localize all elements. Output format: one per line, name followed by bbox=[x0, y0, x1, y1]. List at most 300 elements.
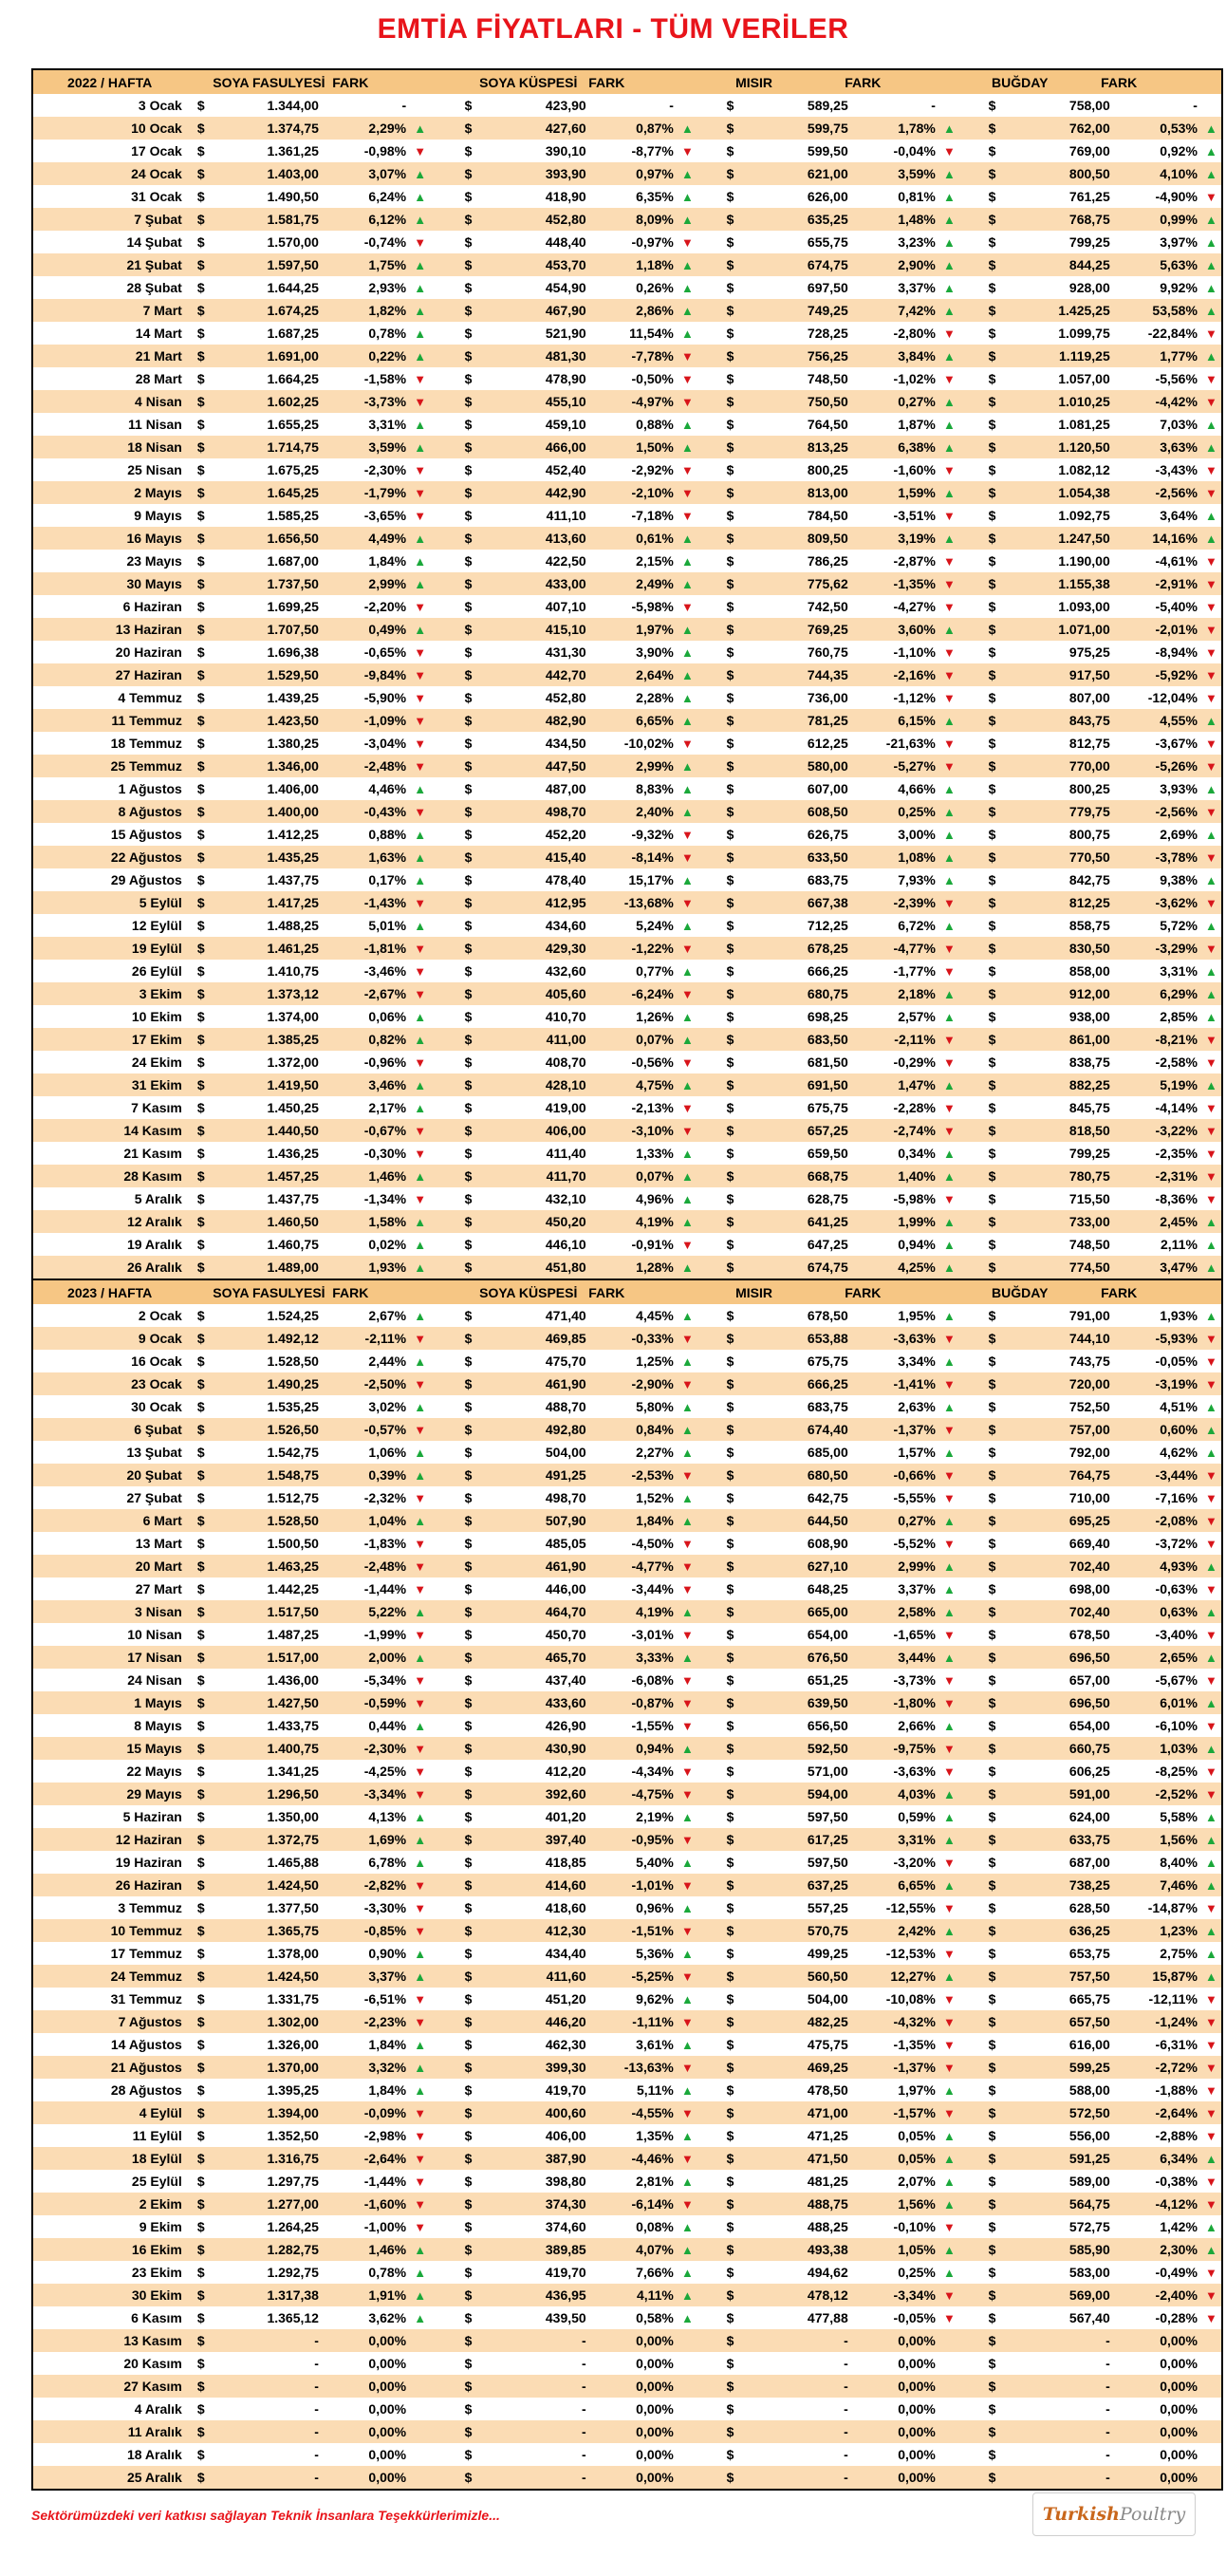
price-cell: 674,75 bbox=[807, 257, 848, 272]
currency-symbol: $ bbox=[464, 576, 473, 591]
currency-symbol: $ bbox=[464, 1650, 473, 1665]
price-cell: - bbox=[314, 2379, 319, 2394]
triangle-down-icon: ▼ bbox=[942, 1627, 956, 1642]
currency-symbol: $ bbox=[196, 2379, 205, 2394]
week-cell: 13 Mart bbox=[135, 1536, 182, 1551]
week-cell: 10 Nisan bbox=[127, 1627, 182, 1642]
currency-symbol: $ bbox=[196, 1123, 205, 1138]
currency-symbol: $ bbox=[988, 2447, 996, 2462]
change-cell: 3,37% bbox=[898, 1581, 936, 1596]
table-row bbox=[33, 2124, 1221, 2147]
price-cell: 446,00 bbox=[545, 1581, 586, 1596]
triangle-down-icon: ▼ bbox=[680, 1786, 694, 1801]
price-cell: 399,30 bbox=[545, 2060, 586, 2075]
table-row bbox=[33, 937, 1221, 960]
triangle-up-icon: ▲ bbox=[414, 1032, 427, 1047]
change-cell: 2,99% bbox=[368, 576, 407, 591]
triangle-up-icon: ▲ bbox=[414, 1445, 427, 1460]
currency-symbol: $ bbox=[726, 462, 734, 477]
change-cell: 0,27% bbox=[898, 394, 936, 409]
change-cell: 0,00% bbox=[636, 2379, 674, 2394]
change-cell: -1,09% bbox=[363, 713, 407, 728]
price-cell: 697,50 bbox=[807, 280, 848, 295]
change-cell: 2,64% bbox=[636, 667, 674, 682]
change-cell: 5,11% bbox=[636, 2082, 674, 2098]
change-cell: 3,47% bbox=[1160, 1260, 1198, 1275]
price-cell: 616,00 bbox=[1068, 2037, 1110, 2052]
triangle-up-icon: ▲ bbox=[942, 1260, 956, 1275]
triangle-down-icon: ▼ bbox=[942, 1991, 956, 2007]
price-cell: 775,62 bbox=[807, 576, 848, 591]
price-cell: 800,50 bbox=[1068, 166, 1110, 181]
change-cell: 2,19% bbox=[636, 1809, 674, 1824]
change-cell: 1,42% bbox=[1160, 2219, 1198, 2234]
change-cell: -5,98% bbox=[631, 599, 674, 614]
price-cell: 626,00 bbox=[807, 189, 848, 204]
price-cell: 442,70 bbox=[545, 667, 586, 682]
price-cell: 556,00 bbox=[1068, 2128, 1110, 2143]
currency-symbol: $ bbox=[464, 1445, 473, 1460]
price-cell: 627,10 bbox=[807, 1559, 848, 1574]
triangle-down-icon: ▼ bbox=[1204, 667, 1217, 682]
currency-symbol: $ bbox=[726, 758, 734, 774]
triangle-down-icon: ▼ bbox=[942, 2310, 956, 2325]
change-cell: -12,53% bbox=[885, 1946, 936, 1961]
change-cell: 0,27% bbox=[898, 1513, 936, 1528]
change-cell: 4,49% bbox=[368, 531, 407, 546]
change-cell: 1,56% bbox=[1160, 1832, 1198, 1847]
triangle-down-icon: ▼ bbox=[1204, 1055, 1217, 1070]
week-cell: 7 Ağustos bbox=[118, 2014, 182, 2029]
price-cell: 1.424,50 bbox=[267, 1877, 319, 1893]
triangle-down-icon: ▼ bbox=[680, 2014, 694, 2029]
change-cell: 5,72% bbox=[1160, 918, 1198, 933]
change-cell: 4,19% bbox=[636, 1214, 674, 1229]
price-cell: 606,25 bbox=[1068, 1764, 1110, 1779]
change-cell: -3,20% bbox=[893, 1855, 936, 1870]
table-row bbox=[33, 390, 1221, 413]
triangle-up-icon: ▲ bbox=[942, 1009, 956, 1024]
currency-symbol: $ bbox=[196, 1695, 205, 1710]
price-cell: 1.460,75 bbox=[267, 1237, 319, 1252]
price-cell: 813,25 bbox=[807, 439, 848, 455]
triangle-up-icon: ▲ bbox=[414, 827, 427, 842]
price-cell: 454,90 bbox=[545, 280, 586, 295]
triangle-down-icon: ▼ bbox=[1204, 2037, 1217, 2052]
week-cell: 9 Ocak bbox=[138, 1331, 182, 1346]
change-cell: -2,28% bbox=[893, 1100, 936, 1115]
price-cell: 635,25 bbox=[807, 212, 848, 227]
currency-symbol: $ bbox=[988, 303, 996, 318]
change-cell: -4,90% bbox=[1155, 189, 1198, 204]
change-cell: -4,46% bbox=[631, 2151, 674, 2166]
currency-symbol: $ bbox=[726, 1969, 734, 1984]
triangle-down-icon: ▼ bbox=[414, 895, 427, 910]
currency-symbol: $ bbox=[988, 1877, 996, 1893]
price-cell: 698,25 bbox=[807, 1009, 848, 1024]
price-cell: - bbox=[582, 2379, 586, 2394]
triangle-up-icon: ▲ bbox=[942, 1969, 956, 1984]
change-cell: 6,38% bbox=[898, 439, 936, 455]
price-cell: 392,60 bbox=[545, 1786, 586, 1801]
year-section bbox=[33, 1280, 1221, 2489]
header-soy-bean: SOYA FASULYESİ bbox=[213, 1284, 325, 1300]
price-cell: 393,90 bbox=[545, 166, 586, 181]
change-cell: -10,08% bbox=[885, 1991, 936, 2007]
triangle-up-icon: ▲ bbox=[680, 781, 694, 796]
change-cell: 1,46% bbox=[368, 2242, 407, 2257]
price-cell: 1.687,00 bbox=[267, 553, 319, 569]
page-title: EMTİA FİYATLARI - TÜM VERİLER bbox=[377, 13, 849, 45]
table-row bbox=[33, 1555, 1221, 1577]
change-cell: 0,49% bbox=[368, 622, 407, 637]
currency-symbol: $ bbox=[726, 1146, 734, 1161]
currency-symbol: $ bbox=[464, 189, 473, 204]
header-wheat: BUĞDAY bbox=[992, 74, 1049, 90]
price-cell: 1.436,00 bbox=[267, 1672, 319, 1688]
price-cell: 1.054,38 bbox=[1058, 485, 1110, 500]
triangle-up-icon: ▲ bbox=[1204, 827, 1217, 842]
change-cell: 1,25% bbox=[636, 1353, 674, 1369]
triangle-up-icon: ▲ bbox=[942, 439, 956, 455]
currency-symbol: $ bbox=[464, 1399, 473, 1414]
change-cell: 0,00% bbox=[636, 2333, 674, 2348]
triangle-up-icon: ▲ bbox=[680, 2287, 694, 2303]
currency-symbol: $ bbox=[464, 417, 473, 432]
triangle-down-icon: ▼ bbox=[1204, 644, 1217, 660]
change-cell: 2,45% bbox=[1160, 1214, 1198, 1229]
change-cell: 1,23% bbox=[1160, 1923, 1198, 1938]
price-cell: 448,40 bbox=[545, 234, 586, 250]
price-cell: 1.424,50 bbox=[267, 1969, 319, 1984]
price-cell: 414,60 bbox=[545, 1877, 586, 1893]
triangle-up-icon: ▲ bbox=[680, 1650, 694, 1665]
triangle-down-icon: ▼ bbox=[680, 371, 694, 386]
currency-symbol: $ bbox=[988, 1969, 996, 1984]
change-cell: -0,50% bbox=[631, 371, 674, 386]
currency-symbol: $ bbox=[464, 303, 473, 318]
currency-symbol: $ bbox=[196, 1331, 205, 1346]
triangle-down-icon: ▼ bbox=[680, 1695, 694, 1710]
change-cell: 4,10% bbox=[1160, 166, 1198, 181]
week-cell: 16 Ekim bbox=[131, 2242, 182, 2257]
price-cell: 842,75 bbox=[1068, 872, 1110, 887]
change-cell: 3,23% bbox=[898, 234, 936, 250]
price-cell: - bbox=[844, 2424, 848, 2439]
price-cell: 1.655,25 bbox=[267, 417, 319, 432]
price-cell: 678,50 bbox=[807, 1308, 848, 1323]
change-cell: 0,00% bbox=[1160, 2356, 1198, 2371]
triangle-up-icon: ▲ bbox=[414, 280, 427, 295]
change-cell: 4,45% bbox=[636, 1308, 674, 1323]
currency-symbol: $ bbox=[988, 1146, 996, 1161]
currency-symbol: $ bbox=[196, 1969, 205, 1984]
price-cell: 1.645,25 bbox=[267, 485, 319, 500]
triangle-down-icon: ▼ bbox=[942, 963, 956, 979]
change-cell: -0,28% bbox=[1155, 2310, 1198, 2325]
price-cell: 784,50 bbox=[807, 508, 848, 523]
change-cell: 2,90% bbox=[898, 257, 936, 272]
triangle-up-icon: ▲ bbox=[680, 2310, 694, 2325]
currency-symbol: $ bbox=[726, 531, 734, 546]
week-cell: 6 Haziran bbox=[122, 599, 182, 614]
price-cell: 469,85 bbox=[545, 1331, 586, 1346]
change-cell: -1,02% bbox=[893, 371, 936, 386]
price-cell: 478,40 bbox=[545, 872, 586, 887]
price-cell: 1.699,25 bbox=[267, 599, 319, 614]
triangle-up-icon: ▲ bbox=[942, 849, 956, 865]
price-cell: 1.317,38 bbox=[267, 2287, 319, 2303]
change-cell: 1,05% bbox=[898, 2242, 936, 2257]
change-cell: 0,00% bbox=[898, 2379, 936, 2394]
header-change: FARK bbox=[845, 1284, 882, 1300]
currency-symbol: $ bbox=[464, 1055, 473, 1070]
currency-symbol: $ bbox=[196, 2470, 205, 2485]
price-cell: 428,10 bbox=[545, 1077, 586, 1092]
price-cell: 1.092,75 bbox=[1058, 508, 1110, 523]
change-cell: -7,18% bbox=[631, 508, 674, 523]
change-cell: -3,04% bbox=[363, 736, 407, 751]
price-cell: 452,80 bbox=[545, 690, 586, 705]
price-cell: 744,10 bbox=[1068, 1331, 1110, 1346]
price-cell: 585,90 bbox=[1068, 2242, 1110, 2257]
currency-symbol: $ bbox=[988, 394, 996, 409]
price-cell: - bbox=[844, 2470, 848, 2485]
price-cell: 1.093,00 bbox=[1058, 599, 1110, 614]
change-cell: -3,62% bbox=[1155, 895, 1198, 910]
price-cell: - bbox=[314, 2356, 319, 2371]
price-cell: 499,25 bbox=[807, 1946, 848, 1961]
week-cell: 4 Temmuz bbox=[118, 690, 182, 705]
price-cell: 461,90 bbox=[545, 1559, 586, 1574]
change-cell: 1,03% bbox=[1160, 1741, 1198, 1756]
price-cell: 401,20 bbox=[545, 1809, 586, 1824]
triangle-down-icon: ▼ bbox=[414, 1422, 427, 1437]
currency-symbol: $ bbox=[988, 1123, 996, 1138]
triangle-down-icon: ▼ bbox=[1204, 2014, 1217, 2029]
table-row bbox=[33, 481, 1221, 504]
currency-symbol: $ bbox=[726, 2174, 734, 2189]
price-cell: 812,25 bbox=[1068, 895, 1110, 910]
table-row bbox=[33, 117, 1221, 140]
change-cell: 6,35% bbox=[636, 189, 674, 204]
price-cell: 488,25 bbox=[807, 2219, 848, 2234]
price-cell: 774,50 bbox=[1068, 1260, 1110, 1275]
price-cell: 387,90 bbox=[545, 2151, 586, 2166]
price-cell: 462,30 bbox=[545, 2037, 586, 2052]
price-cell: 637,25 bbox=[807, 1877, 848, 1893]
triangle-up-icon: ▲ bbox=[1204, 1855, 1217, 1870]
currency-symbol: $ bbox=[464, 2219, 473, 2234]
price-cell: 1.423,50 bbox=[267, 713, 319, 728]
price-cell: 1.461,25 bbox=[267, 941, 319, 956]
price-cell: 415,40 bbox=[545, 849, 586, 865]
price-cell: 656,50 bbox=[807, 1718, 848, 1733]
price-cell: 423,90 bbox=[545, 98, 586, 113]
change-cell: 0,07% bbox=[636, 1032, 674, 1047]
triangle-up-icon: ▲ bbox=[942, 1399, 956, 1414]
change-cell: 4,19% bbox=[636, 1604, 674, 1619]
price-cell: 975,25 bbox=[1068, 644, 1110, 660]
currency-symbol: $ bbox=[464, 1467, 473, 1483]
currency-symbol: $ bbox=[464, 1536, 473, 1551]
price-cell: 792,00 bbox=[1068, 1445, 1110, 1460]
change-cell: 0,00% bbox=[1160, 2424, 1198, 2439]
currency-symbol: $ bbox=[464, 2128, 473, 2143]
change-cell: 4,11% bbox=[636, 2287, 674, 2303]
price-cell: 768,75 bbox=[1068, 212, 1110, 227]
triangle-down-icon: ▼ bbox=[942, 2219, 956, 2234]
triangle-down-icon: ▼ bbox=[1204, 690, 1217, 705]
price-cell: 882,25 bbox=[1068, 1077, 1110, 1092]
change-cell: 3,60% bbox=[898, 622, 936, 637]
price-cell: 668,75 bbox=[807, 1168, 848, 1184]
change-cell: 1,97% bbox=[636, 622, 674, 637]
currency-symbol: $ bbox=[988, 417, 996, 432]
triangle-down-icon: ▼ bbox=[942, 690, 956, 705]
change-cell: 2,85% bbox=[1160, 1009, 1198, 1024]
currency-symbol: $ bbox=[726, 1695, 734, 1710]
currency-symbol: $ bbox=[196, 2060, 205, 2075]
table-row bbox=[33, 1874, 1221, 1896]
triangle-down-icon: ▼ bbox=[942, 1467, 956, 1483]
currency-symbol: $ bbox=[464, 804, 473, 819]
currency-symbol: $ bbox=[196, 690, 205, 705]
currency-symbol: $ bbox=[464, 1627, 473, 1642]
triangle-up-icon: ▲ bbox=[414, 2082, 427, 2098]
triangle-up-icon: ▲ bbox=[942, 2265, 956, 2280]
currency-symbol: $ bbox=[196, 1146, 205, 1161]
header-corn: MISIR bbox=[735, 74, 772, 90]
week-cell: 30 Ekim bbox=[131, 2287, 182, 2303]
price-cell: 591,00 bbox=[1068, 1786, 1110, 1801]
change-cell: 5,22% bbox=[368, 1604, 407, 1619]
currency-symbol: $ bbox=[464, 895, 473, 910]
change-cell: 3,62% bbox=[368, 2310, 407, 2325]
currency-symbol: $ bbox=[196, 2242, 205, 2257]
change-cell: -1,44% bbox=[363, 2174, 407, 2189]
price-cell: 1.570,00 bbox=[267, 234, 319, 250]
table-row bbox=[33, 2261, 1221, 2284]
currency-symbol: $ bbox=[988, 2310, 996, 2325]
triangle-up-icon: ▲ bbox=[680, 1900, 694, 1915]
table-row bbox=[33, 276, 1221, 299]
triangle-down-icon: ▼ bbox=[1204, 2105, 1217, 2120]
price-cell: 374,30 bbox=[545, 2196, 586, 2212]
price-cell: 1.082,12 bbox=[1058, 462, 1110, 477]
price-cell: 675,75 bbox=[807, 1100, 848, 1115]
price-cell: 644,50 bbox=[807, 1513, 848, 1528]
change-cell: 2,00% bbox=[368, 1650, 407, 1665]
change-cell: -5,98% bbox=[893, 1191, 936, 1206]
triangle-down-icon: ▼ bbox=[414, 2151, 427, 2166]
currency-symbol: $ bbox=[726, 553, 734, 569]
triangle-up-icon: ▲ bbox=[1204, 1741, 1217, 1756]
currency-symbol: $ bbox=[464, 2242, 473, 2257]
triangle-down-icon: ▼ bbox=[414, 1331, 427, 1346]
week-cell: 21 Şubat bbox=[126, 257, 182, 272]
change-cell: 0,63% bbox=[1160, 1604, 1198, 1619]
change-cell: 1,69% bbox=[368, 1832, 407, 1847]
change-cell: 0,94% bbox=[636, 1741, 674, 1756]
currency-symbol: $ bbox=[196, 1741, 205, 1756]
price-cell: 589,25 bbox=[807, 98, 848, 113]
change-cell: 3,61% bbox=[636, 2037, 674, 2052]
currency-symbol: $ bbox=[726, 1672, 734, 1688]
currency-symbol: $ bbox=[464, 508, 473, 523]
currency-symbol: $ bbox=[988, 439, 996, 455]
change-cell: 6,65% bbox=[898, 1877, 936, 1893]
change-cell: -12,55% bbox=[885, 1900, 936, 1915]
price-cell: 450,70 bbox=[545, 1627, 586, 1642]
triangle-down-icon: ▼ bbox=[680, 1123, 694, 1138]
table-row bbox=[33, 2238, 1221, 2261]
price-cell: 733,00 bbox=[1068, 1214, 1110, 1229]
triangle-up-icon: ▲ bbox=[1204, 2151, 1217, 2166]
price-cell: 418,60 bbox=[545, 1900, 586, 1915]
change-cell: -2,64% bbox=[1155, 2105, 1198, 2120]
currency-symbol: $ bbox=[464, 143, 473, 159]
triangle-up-icon: ▲ bbox=[1204, 1832, 1217, 1847]
triangle-down-icon: ▼ bbox=[942, 371, 956, 386]
currency-symbol: $ bbox=[726, 986, 734, 1001]
price-cell: 612,25 bbox=[807, 736, 848, 751]
triangle-down-icon: ▼ bbox=[414, 1923, 427, 1938]
triangle-down-icon: ▼ bbox=[1204, 1513, 1217, 1528]
change-cell: -3,34% bbox=[363, 1786, 407, 1801]
price-cell: 571,00 bbox=[807, 1764, 848, 1779]
price-cell: 1.488,25 bbox=[267, 918, 319, 933]
price-cell: 653,88 bbox=[807, 1331, 848, 1346]
change-cell: -6,31% bbox=[1155, 2037, 1198, 2052]
currency-symbol: $ bbox=[726, 2082, 734, 2098]
price-cell: 685,00 bbox=[807, 1445, 848, 1460]
change-cell: -1,12% bbox=[893, 690, 936, 705]
triangle-down-icon: ▼ bbox=[942, 736, 956, 751]
change-cell: 3,33% bbox=[636, 1650, 674, 1665]
price-cell: 1.487,25 bbox=[267, 1627, 319, 1642]
change-cell: 7,66% bbox=[636, 2265, 674, 2280]
currency-symbol: $ bbox=[464, 1581, 473, 1596]
currency-symbol: $ bbox=[988, 1331, 996, 1346]
currency-symbol: $ bbox=[464, 212, 473, 227]
currency-symbol: $ bbox=[726, 1445, 734, 1460]
price-cell: 1.490,50 bbox=[267, 189, 319, 204]
triangle-up-icon: ▲ bbox=[1204, 1877, 1217, 1893]
change-cell: 1,99% bbox=[898, 1214, 936, 1229]
change-cell: 1,93% bbox=[368, 1260, 407, 1275]
triangle-up-icon: ▲ bbox=[414, 257, 427, 272]
triangle-up-icon: ▲ bbox=[1204, 348, 1217, 364]
triangle-down-icon: ▼ bbox=[942, 1536, 956, 1551]
currency-symbol: $ bbox=[464, 622, 473, 637]
change-cell: 3,64% bbox=[1160, 508, 1198, 523]
price-cell: 710,00 bbox=[1068, 1490, 1110, 1505]
price-cell: 1.341,25 bbox=[267, 1764, 319, 1779]
change-cell: -2,48% bbox=[363, 1559, 407, 1574]
change-cell: -0,67% bbox=[363, 1123, 407, 1138]
currency-symbol: $ bbox=[464, 1718, 473, 1733]
price-cell: 599,25 bbox=[1068, 2060, 1110, 2075]
table-row bbox=[33, 345, 1221, 367]
currency-symbol: $ bbox=[196, 644, 205, 660]
change-cell: -2,53% bbox=[631, 1467, 674, 1483]
triangle-down-icon: ▼ bbox=[414, 758, 427, 774]
change-cell: 2,40% bbox=[636, 804, 674, 819]
change-cell: -8,25% bbox=[1155, 1764, 1198, 1779]
change-cell: -0,04% bbox=[893, 143, 936, 159]
change-cell: 3,59% bbox=[368, 439, 407, 455]
